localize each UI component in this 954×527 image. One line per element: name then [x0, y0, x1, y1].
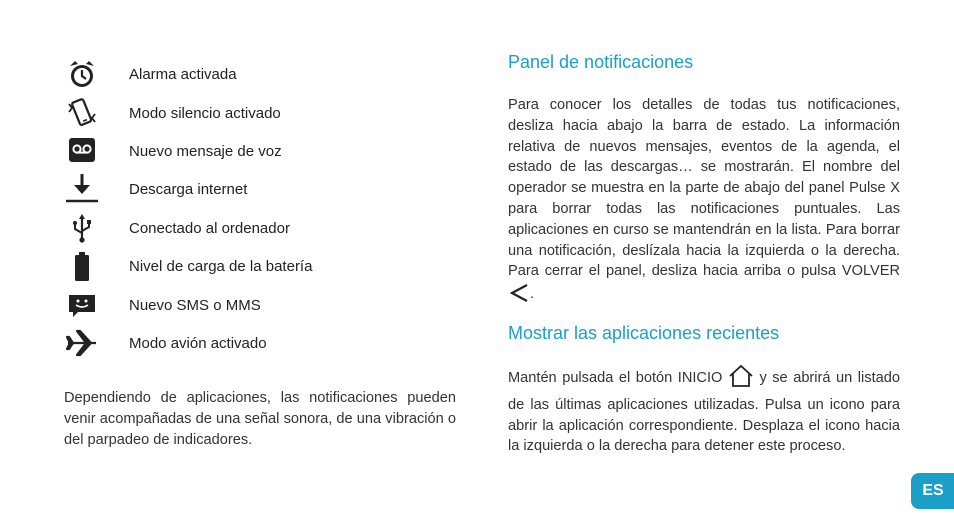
section-body	[508, 364, 900, 457]
status-label: Modo avión activado	[129, 335, 267, 352]
airplane-icon	[64, 325, 100, 361]
usb-icon	[64, 210, 100, 246]
voicemail-icon	[64, 133, 100, 169]
status-row-voicemail	[64, 133, 464, 169]
body-text: Mantén pulsada el botón INICIO	[508, 370, 723, 386]
status-label: Descarga internet	[129, 181, 248, 198]
status-row-usb	[64, 210, 464, 246]
notifications-intro-paragraph: Dependiendo de aplicaciones, las notificaciones pueden venir acompañadas de una señal sonora, de una vibración o del parpadeo de indicadores.	[64, 390, 456, 448]
vibrate-phone-icon	[64, 95, 100, 131]
status-row-download	[64, 171, 464, 207]
status-row-sms	[64, 287, 464, 323]
status-label: Conectado al ordenador	[129, 220, 290, 237]
body-text-end: .	[530, 286, 535, 303]
recent-apps-section	[508, 323, 900, 457]
status-label: Modo silencio activado	[129, 105, 281, 122]
section-body	[508, 95, 900, 311]
body-text: Para conocer los detalles de todas tus notificaciones, desliza hacia abajo la barra de estado. La información relativa de nuevos mensajes, eventos de la agenda, el estado de las descargas… se mostrarán. El nombre del operador se muestra en la parte de abajo del panel Pulse X para borrar todas las notificaciones puntuales. Las aplicaciones en curso se mantendrán en la lista. Para borrar una notificación, deslízala hacia la izquierda o la derecha. Para cerrar el panel, desliza hacia arriba o pulsa VOLVER	[508, 97, 900, 280]
alarm-clock-icon	[64, 56, 100, 92]
status-row-battery	[64, 248, 464, 284]
back-icon	[508, 282, 530, 311]
section-heading: Mostrar las aplicaciones recientes	[508, 323, 780, 343]
status-label: Nuevo mensaje de voz	[129, 143, 282, 160]
sms-icon	[64, 287, 100, 323]
status-row-alarm	[64, 56, 464, 92]
download-icon	[64, 171, 100, 207]
status-label: Alarma activada	[129, 66, 237, 83]
body-text-end: y se abrirá un listado de las últimas aplicaciones utilizadas. Pulsa un icono para abrir la aplicación correspondiente. Desplaza el icono hacia la izquierda o la derecha para detener este proceso.	[508, 370, 900, 455]
home-icon	[728, 364, 754, 395]
language-badge: ES	[911, 473, 954, 509]
section-heading: Panel de notificaciones	[508, 52, 694, 72]
status-label: Nuevo SMS o MMS	[129, 297, 261, 314]
status-row-silent	[64, 95, 464, 131]
status-label: Nivel de carga de la batería	[129, 258, 313, 275]
status-row-airplane	[64, 325, 464, 361]
battery-icon	[64, 248, 100, 284]
notifications-panel-section	[508, 52, 900, 311]
